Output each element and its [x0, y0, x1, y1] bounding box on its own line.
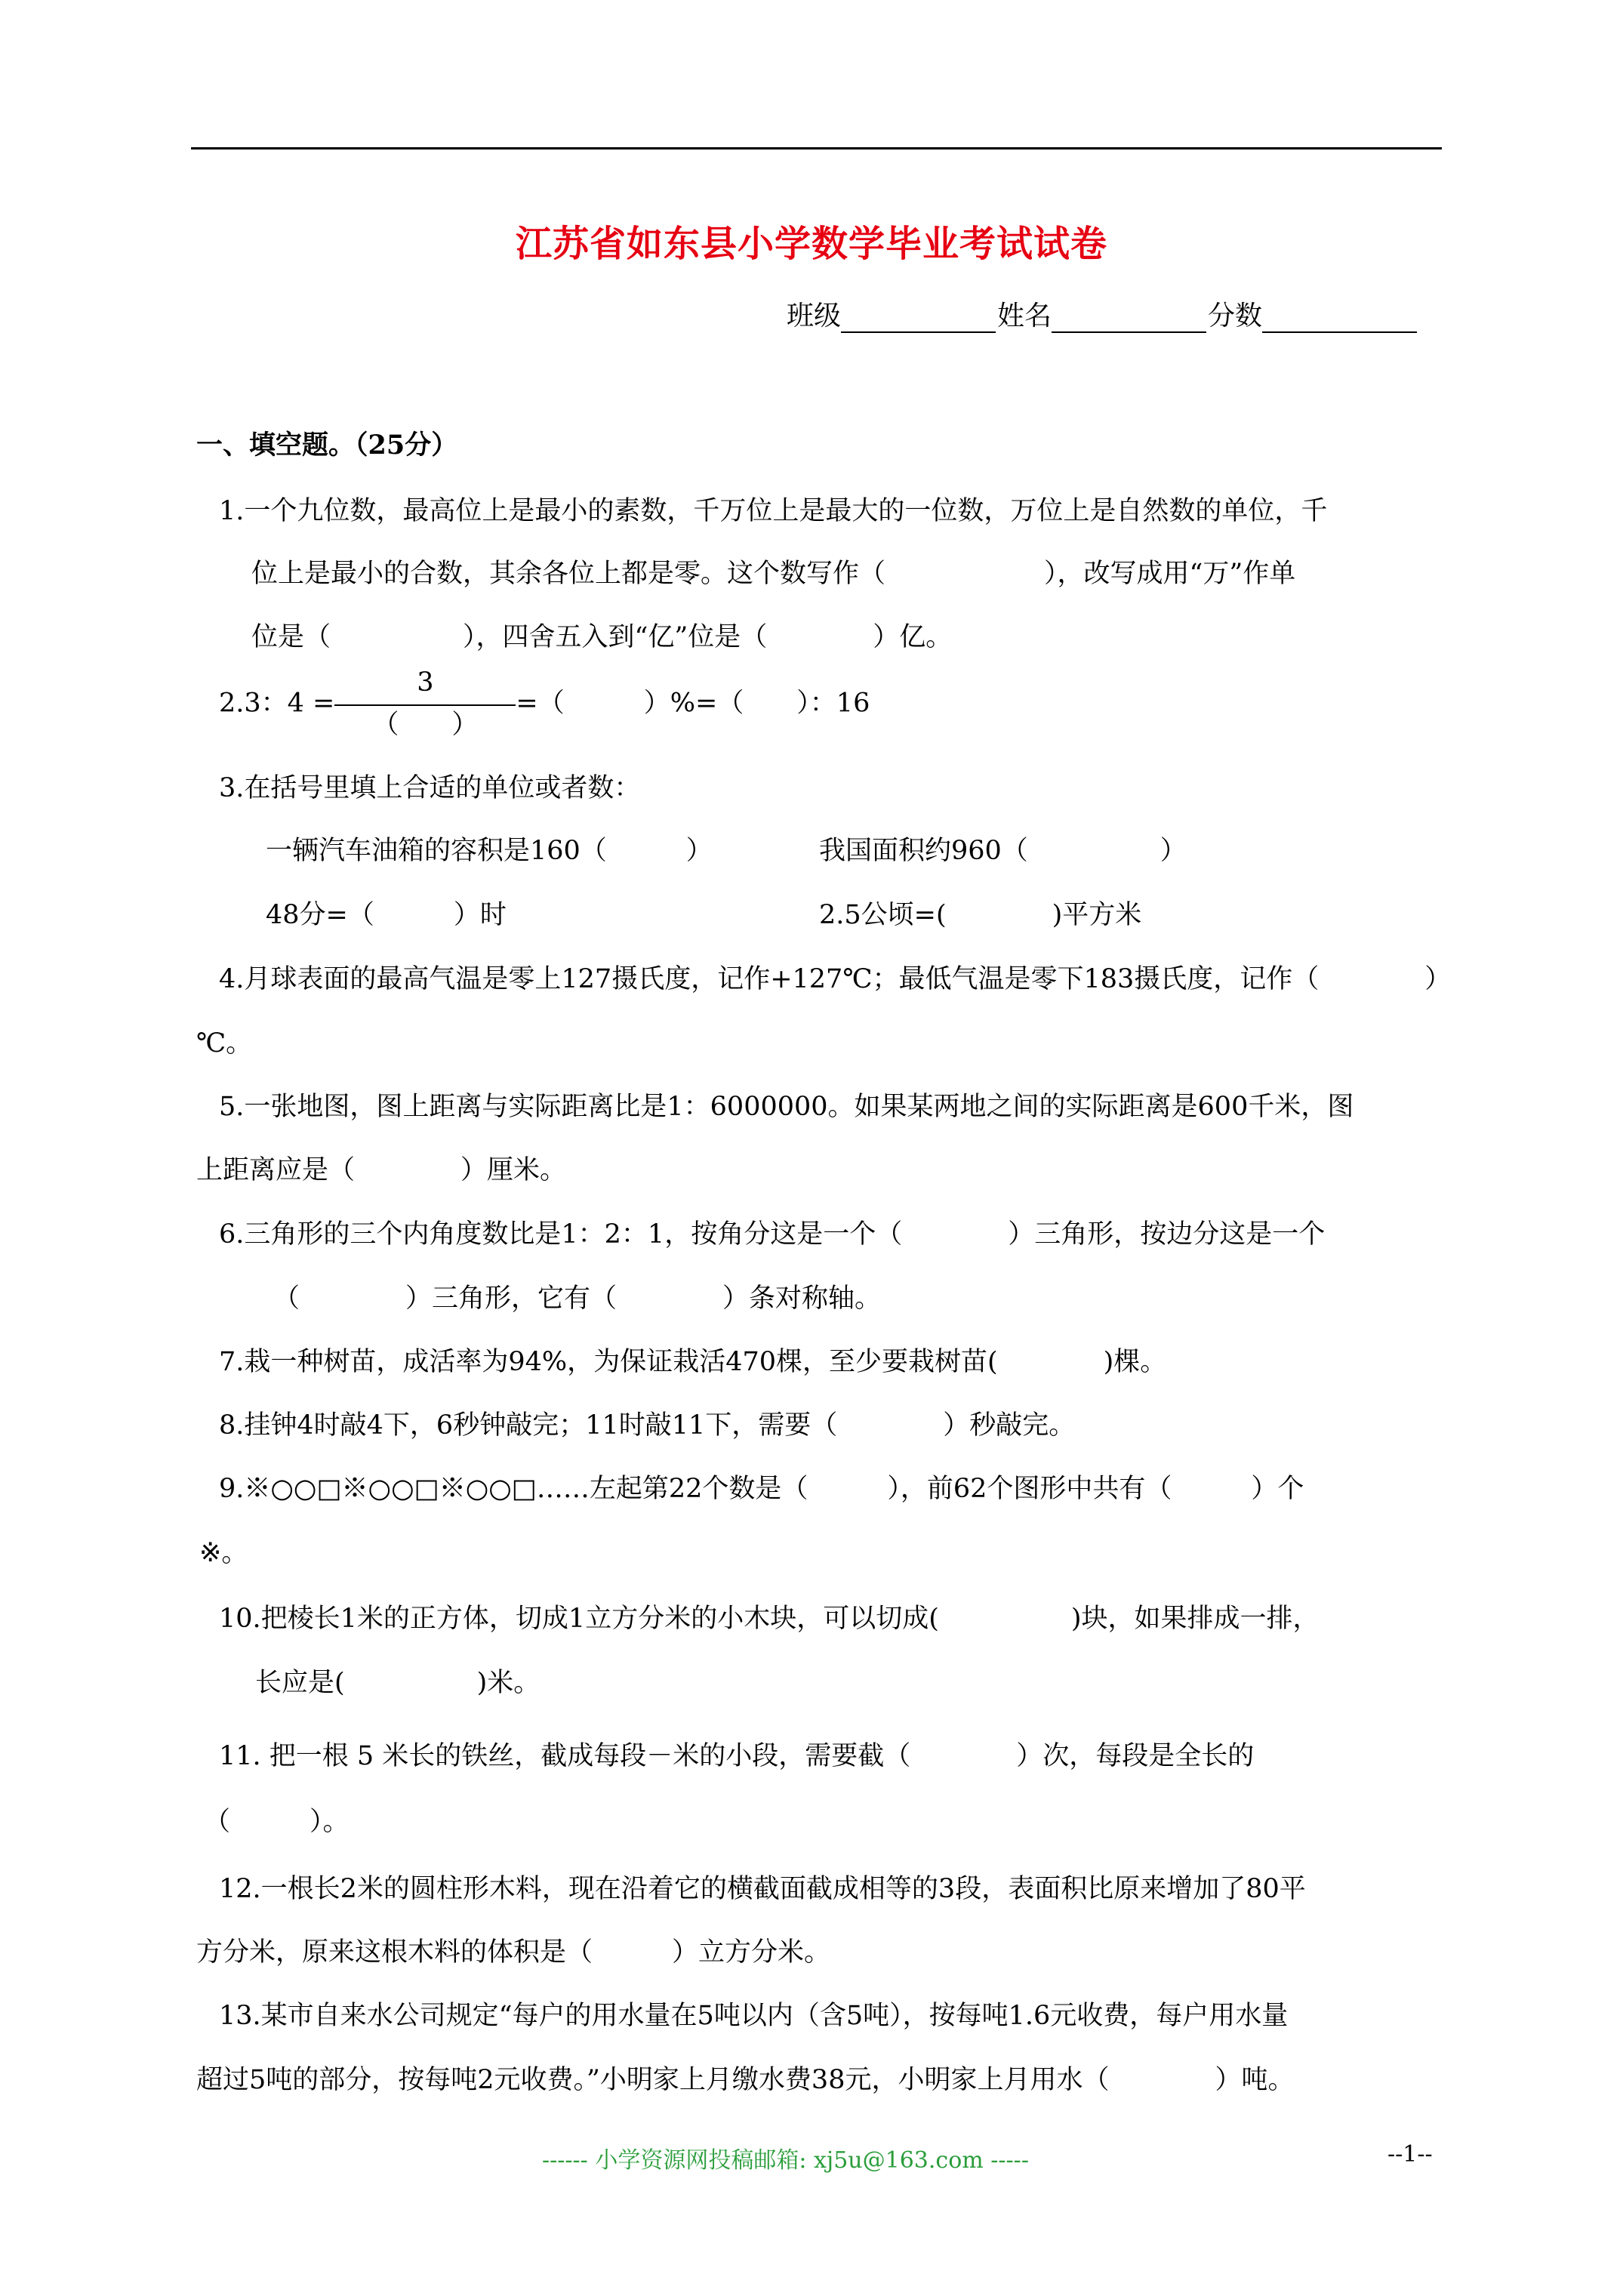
question-2-rest: =（ ）%=（ ）：16 — [516, 688, 870, 719]
question-13-line-1: 13.某市自来水公司规定“每户的用水量在5吨以内（含5吨），按每吨1.6元收费，每户用水量 — [219, 2001, 1289, 2031]
question-6-line-2: （ ）三角形，它有（ ）条对称轴。 — [273, 1284, 882, 1314]
question-11-line-2: （ ）。 — [204, 1807, 350, 1837]
header-rule — [191, 147, 1442, 149]
question-12-line-1: 12.一根长2米的圆柱形木料，现在沿着它的横截面截成相等的3段，表面积比原来增加了80平 — [219, 1874, 1306, 1904]
question-1-line-2: 位上是最小的合数，其余各位上都是零。这个数写作（ ），改写成用“万”作单 — [251, 559, 1296, 589]
question-3-item-a: 一辆汽车油箱的容积是160（ ） — [266, 836, 713, 866]
student-info — [787, 294, 1418, 333]
class-blank[interactable] — [841, 309, 996, 333]
question-3-item-b: 我国面积约960（ ） — [819, 836, 1187, 866]
question-4-line-2: ℃。 — [196, 1028, 253, 1059]
question-10-line-2: 长应是( )米。 — [255, 1668, 540, 1698]
name-blank[interactable] — [1052, 309, 1206, 333]
question-1-line-1: 1.一个九位数，最高位上是最小的素数，千万位上是最大的一位数，万位上是自然数的单位，千 — [219, 496, 1328, 526]
footer-note: ------ 小学资源网投稿邮箱: xj5u@163.com ----- — [542, 2147, 1029, 2174]
question-8: 8.挂钟4时敲4下，6秒钟敲完；11时敲11下，需要（ ）秒敲完。 — [219, 1410, 1076, 1441]
question-1-line-3: 位是（ ），四舍五入到“亿”位是（ ）亿。 — [251, 622, 953, 652]
question-13-line-2: 超过5吨的部分，按每吨2元收费。”小明家上月缴水费38元，小明家上月用水（ ）吨。 — [196, 2065, 1295, 2095]
question-6-line-1: 6.三角形的三个内角度数比是1：2：1，按角分这是一个（ ）三角形，按边分这是一个 — [219, 1219, 1326, 1250]
fraction-numerator: 3 — [417, 667, 434, 698]
score-label: 分数 — [1208, 300, 1263, 331]
fraction-denominator: （ ） — [372, 710, 479, 740]
question-12-line-2: 方分米，原来这根木料的体积是（ ）立方分米。 — [196, 1937, 831, 1968]
question-3-item-c: 48分=（ ）时 — [266, 900, 507, 930]
question-9-line-2: ※。 — [199, 1538, 248, 1568]
question-5-line-2: 上距离应是（ ）厘米。 — [196, 1155, 567, 1185]
class-label: 班级 — [787, 300, 842, 331]
page-title: 江苏省如东县小学数学毕业考试试卷 — [515, 223, 1107, 265]
question-2 — [219, 667, 870, 740]
question-7: 7.栽一种树苗，成活率为94%，为保证栽活470棵，至少要栽树苗( )棵。 — [219, 1347, 1167, 1377]
question-11-line-1: 11. 把一根 5 米长的铁丝，截成每段－米的小段，需要截（ ）次，每段是全长的 — [219, 1741, 1255, 1771]
score-blank[interactable] — [1262, 309, 1417, 333]
question-5-line-1: 5.一张地图，图上距离与实际距离比是1：6000000。如果某两地之间的实际距离是600千米，图 — [219, 1092, 1354, 1122]
section-heading: 一、填空题。（25分） — [196, 430, 458, 461]
question-9-line-1: 9.※○○□※○○□※○○□……左起第22个数是（ ），前62个图形中共有（ ）个 — [219, 1474, 1304, 1504]
name-label: 姓名 — [997, 300, 1052, 331]
question-4-line-1: 4.月球表面的最高气温是零上127摄氏度，记作+127℃；最低气温是零下183摄氏度，记作（ ） — [219, 964, 1452, 994]
question-2-ratio: 2.3：4 = — [219, 688, 335, 719]
question-10-line-1: 10.把棱长1米的正方体，切成1立方分米的小木块，可以切成( )块，如果排成一排， — [219, 1604, 1320, 1634]
fraction-bar — [334, 704, 516, 706]
page-number: --1-- — [1387, 2141, 1433, 2168]
question-3: 3.在括号里填上合适的单位或者数： — [219, 773, 641, 803]
question-3-item-d: 2.5公顷=( )平方米 — [819, 900, 1142, 930]
question-2-fraction — [334, 667, 516, 740]
